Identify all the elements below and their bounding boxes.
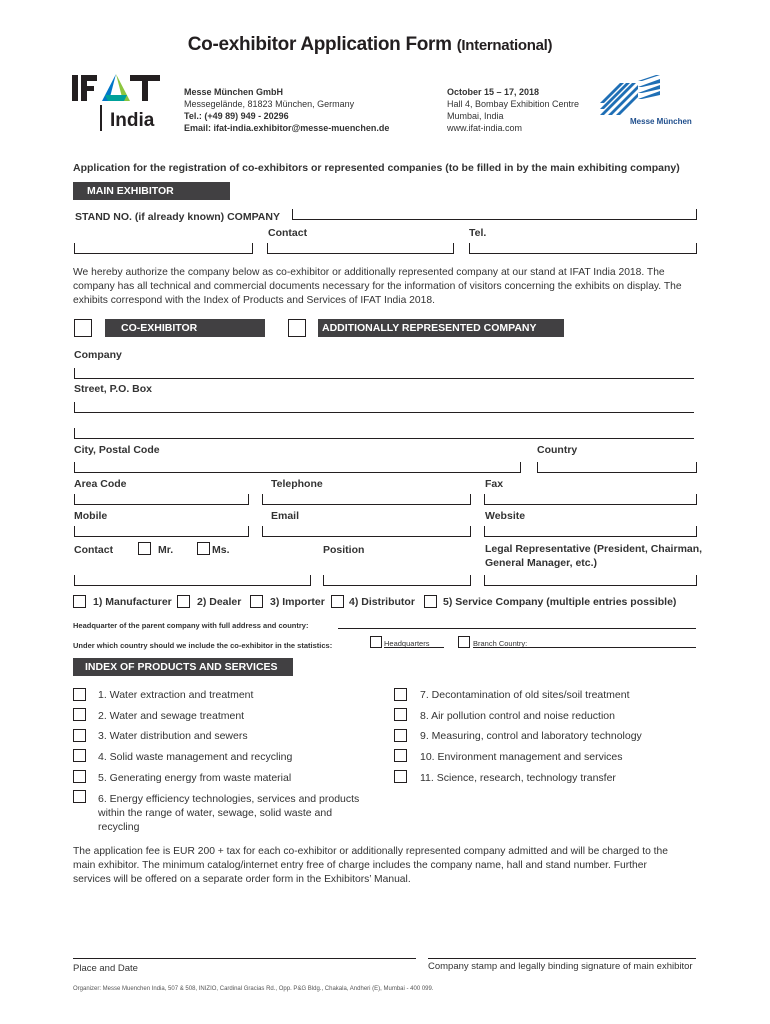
index-header: INDEX OF PRODUCTS AND SERVICES bbox=[73, 658, 293, 676]
main-exhibitor-header: MAIN EXHIBITOR bbox=[73, 182, 230, 200]
legal-rep-input[interactable] bbox=[484, 585, 696, 586]
contact-field[interactable] bbox=[267, 253, 453, 254]
manufacturer-checkbox[interactable] bbox=[73, 595, 86, 608]
contact-person-label: Contact bbox=[74, 544, 114, 556]
dealer-label: 2) Dealer bbox=[197, 596, 242, 608]
country-input[interactable] bbox=[537, 472, 696, 473]
messe-muenchen-logo bbox=[598, 75, 698, 127]
index-7-checkbox[interactable] bbox=[394, 688, 407, 701]
company-label: Company bbox=[74, 349, 122, 361]
street-label: Street, P.O. Box bbox=[74, 383, 153, 395]
authorization-text: We hereby authorize the company below as co-exhibitor or additionally represented company at our stand at IFAT India 2018. The company has all technical and commercial documents necessary for the information of visitors concerning the exhibits on display. The exhibits correspond with the Index of Products and Services of IFAT India 2018. bbox=[73, 267, 682, 306]
index-10-checkbox[interactable] bbox=[394, 749, 407, 762]
mobile-input[interactable] bbox=[74, 536, 248, 537]
branch-country-input[interactable] bbox=[473, 647, 696, 648]
additional-company-checkbox[interactable] bbox=[288, 319, 306, 337]
index-4-checkbox[interactable] bbox=[73, 749, 86, 762]
area-code-input[interactable] bbox=[74, 504, 248, 505]
stand-no-field[interactable] bbox=[74, 253, 252, 254]
ms-checkbox[interactable] bbox=[197, 542, 210, 555]
email-input[interactable] bbox=[262, 536, 470, 537]
event-dates: October 15 – 17, 2018 bbox=[447, 87, 540, 97]
manufacturer-label: 1) Manufacturer bbox=[93, 596, 172, 608]
tel-field[interactable] bbox=[469, 253, 696, 254]
index-6-checkbox[interactable] bbox=[73, 790, 86, 803]
stand-company-label: STAND NO. (if already known) COMPANY bbox=[75, 211, 280, 223]
legal-rep-label: Legal Representative (President, Chairman, General Manager, etc.) bbox=[485, 543, 703, 569]
website-input[interactable] bbox=[484, 536, 696, 537]
importer-checkbox[interactable] bbox=[250, 595, 263, 608]
area-code-label: Area Code bbox=[74, 478, 127, 490]
additional-company-label: ADDITIONALLY REPRESENTED COMPANY bbox=[318, 319, 564, 337]
ifat-india-logo bbox=[72, 72, 162, 134]
organizer-name: Messe München GmbH bbox=[184, 87, 284, 97]
service-company-label: 5) Service Company (multiple entries possible) bbox=[443, 596, 677, 608]
co-exhibitor-checkbox[interactable] bbox=[74, 319, 92, 337]
event-info bbox=[447, 86, 579, 134]
event-web: www.ifat-india.com bbox=[447, 123, 523, 133]
page-title: Co-exhibitor Application Form (International) bbox=[187, 34, 553, 55]
branch-country-checkbox[interactable] bbox=[458, 636, 470, 648]
parent-hq-input[interactable] bbox=[338, 628, 696, 629]
service-company-checkbox[interactable] bbox=[424, 595, 437, 608]
street-input-2[interactable] bbox=[74, 438, 694, 439]
position-label: Position bbox=[323, 544, 365, 556]
index-8-label: 8. Air pollution control and noise reduction bbox=[420, 710, 615, 722]
index-5-checkbox[interactable] bbox=[73, 770, 86, 783]
index-6-label: 6. Energy efficiency technologies, services and products within the range of water, sewage, solid waste and recycling bbox=[98, 793, 360, 833]
organizer-email: Email: ifat-india.exhibitor@messe-muenchen.de bbox=[184, 123, 390, 133]
street-input-1[interactable] bbox=[74, 412, 694, 413]
index-3-checkbox[interactable] bbox=[73, 729, 86, 742]
city-input[interactable] bbox=[74, 472, 520, 473]
index-10-label: 10. Environment management and services bbox=[420, 751, 623, 763]
ms-label: Ms. bbox=[212, 544, 230, 556]
importer-label: 3) Importer bbox=[270, 596, 325, 608]
country-label: Country bbox=[537, 444, 578, 456]
place-date-line[interactable] bbox=[73, 958, 416, 959]
index-7-label: 7. Decontamination of old sites/soil treatment bbox=[420, 689, 630, 701]
distributor-label: 4) Distributor bbox=[349, 596, 415, 608]
intro-text: Application for the registration of co-exhibitors or represented companies (to be filled in by the main exhibiting company) bbox=[73, 162, 680, 174]
contact-label: Contact bbox=[268, 227, 308, 239]
signature-label: Company stamp and legally binding signature of main exhibitor bbox=[428, 961, 693, 972]
company-input[interactable] bbox=[74, 378, 694, 379]
logo-region-text: India bbox=[110, 110, 155, 131]
fax-input[interactable] bbox=[484, 504, 696, 505]
index-2-checkbox[interactable] bbox=[73, 708, 86, 721]
index-11-checkbox[interactable] bbox=[394, 770, 407, 783]
index-11-label: 11. Science, research, technology transfer bbox=[420, 772, 616, 784]
fee-text: The application fee is EUR 200 + tax for each co-exhibitor or additionally represented company admitted and will be charged to the main exhibitor. The minimum catalog/internet entry free of charge includes the company name, hall and stand number. Further services will be offered on a separate order form in the Exhibitors’ Manual. bbox=[73, 846, 668, 885]
mr-label: Mr. bbox=[158, 544, 174, 556]
company-field[interactable] bbox=[292, 219, 696, 220]
organizer-info bbox=[184, 86, 389, 134]
event-city: Mumbai, India bbox=[447, 111, 504, 121]
tel-label: Tel. bbox=[469, 227, 487, 239]
organizer-tel: Tel.: (+49 89) 949 - 20296 bbox=[184, 111, 289, 121]
website-label: Website bbox=[485, 510, 526, 522]
index-9-label: 9. Measuring, control and laboratory technology bbox=[420, 730, 642, 742]
mr-checkbox[interactable] bbox=[138, 542, 151, 555]
place-date-label: Place and Date bbox=[73, 963, 138, 974]
position-input[interactable] bbox=[323, 585, 470, 586]
branch-country-label: Branch Country: bbox=[473, 639, 528, 648]
email-label: Email bbox=[271, 510, 300, 522]
index-9-checkbox[interactable] bbox=[394, 729, 407, 742]
organizer-address: Messegelände, 81823 München, Germany bbox=[184, 99, 355, 109]
distributor-checkbox[interactable] bbox=[331, 595, 344, 608]
event-hall: Hall 4, Bombay Exhibition Centre bbox=[447, 99, 580, 109]
headquarters-checkbox[interactable] bbox=[370, 636, 382, 648]
index-3-label: 3. Water distribution and sewers bbox=[98, 730, 248, 742]
co-exhibitor-label: CO-EXHIBITOR bbox=[105, 319, 265, 337]
signature-line[interactable] bbox=[428, 958, 696, 959]
index-8-checkbox[interactable] bbox=[394, 708, 407, 721]
index-1-checkbox[interactable] bbox=[73, 688, 86, 701]
fax-label: Fax bbox=[485, 478, 504, 490]
telephone-input[interactable] bbox=[262, 504, 470, 505]
index-2-label: 2. Water and sewage treatment bbox=[98, 710, 245, 722]
headquarters-label: Headquarters bbox=[384, 639, 430, 648]
page-subtitle: (International) bbox=[456, 37, 553, 54]
parent-hq-label: Headquarter of the parent company with full address and country: bbox=[73, 621, 309, 630]
telephone-label: Telephone bbox=[271, 478, 323, 490]
organizer-footer: Organizer: Messe Muenchen India, 507 & 508, INIZIO, Cardinal Gracias Rd., Opp. P&G Bldg., Chakala, Andheri (E), Mumbai - 400 099. bbox=[73, 986, 434, 992]
index-5-label: 5. Generating energy from waste material bbox=[98, 772, 292, 784]
dealer-checkbox[interactable] bbox=[177, 595, 190, 608]
index-4-label: 4. Solid waste management and recycling bbox=[98, 751, 293, 763]
mobile-label: Mobile bbox=[74, 510, 108, 522]
contact-person-input[interactable] bbox=[74, 585, 310, 586]
city-label: City, Postal Code bbox=[74, 444, 160, 456]
index-1-label: 1. Water extraction and treatment bbox=[98, 689, 254, 701]
mm-logo-text: Messe München bbox=[630, 117, 692, 126]
statistics-label: Under which country should we include the co-exhibitor in the statistics: bbox=[73, 641, 333, 650]
